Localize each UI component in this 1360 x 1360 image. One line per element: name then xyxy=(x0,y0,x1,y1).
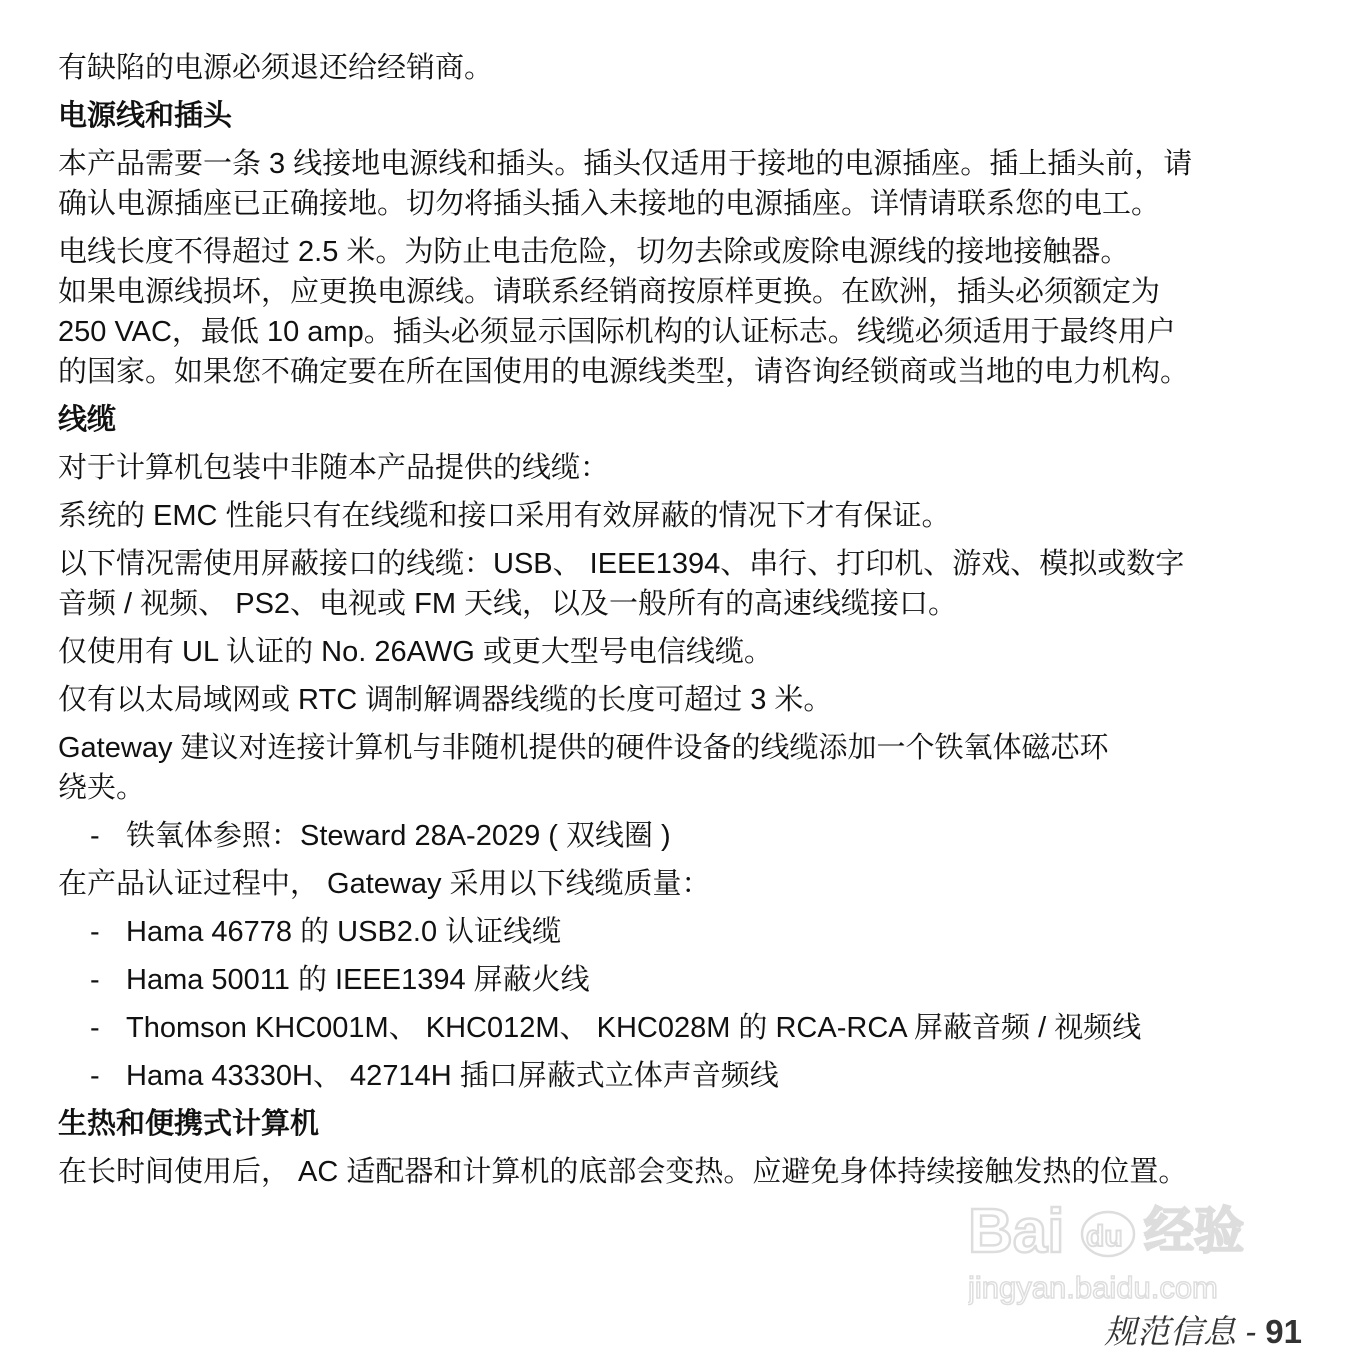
bullet-dash: - xyxy=(90,820,100,852)
paragraph-heat: 在长时间使用后， AC 适配器和计算机的底部会变热。应避免身体持续接触发热的位置。 xyxy=(58,1156,1188,1188)
paragraph-grounded-plug: 本产品需要一条 3 线接地电源线和插头。插头仅适用于接地的电源插座。插上插头前，请 确认电源插座已正确接地。切勿将插头插入未接地的电源插座。详情请联系您的电工。 xyxy=(58,148,1193,220)
list-item xyxy=(90,960,1308,1000)
list-item-text: Thomson KHC001M、 KHC012M、 KHC028M 的 RCA-RCA 屏蔽音频 / 视频线 xyxy=(126,1012,1142,1044)
watermark-url: jingyan.baidu.com xyxy=(968,1270,1218,1305)
paw-icon xyxy=(1082,1212,1134,1256)
heading-cables: 线缆 xyxy=(58,404,117,436)
baidu-watermark-logo xyxy=(968,1190,1288,1310)
paragraph-cables-intro: 对于计算机包装中非随本产品提供的线缆： xyxy=(58,452,610,484)
list-item xyxy=(90,1056,1308,1096)
paragraph-ferrite-core: Gateway 建议对连接计算机与非随机提供的硬件设备的线缆添加一个铁氧体磁芯环 绕夹。 xyxy=(58,732,1109,804)
list-item-text: Hama 43330H、 42714H 插口屏蔽式立体声音频线 xyxy=(126,1060,779,1092)
paragraph-cord-length: 电线长度不得超过 2.5 米。为防止电击危险，切勿去除或废除电源线的接地接触器。 xyxy=(58,236,1130,268)
watermark-paw-text: du xyxy=(1086,1220,1123,1253)
document-body xyxy=(58,48,1308,1192)
bullet-dash: - xyxy=(90,916,100,948)
footer-section-title: 规范信息 - xyxy=(1103,1313,1257,1350)
heading-power-cord: 电源线和插头 xyxy=(58,100,233,132)
list-item-text: 铁氧体参照：Steward 28A-2029 ( 双线圈 ) xyxy=(126,820,671,852)
list-item xyxy=(90,912,1308,952)
paragraph-lan-length: 仅有以太局域网或 RTC 调制解调器线缆的长度可超过 3 米。 xyxy=(58,684,833,716)
page-number: 91 xyxy=(1265,1313,1302,1350)
watermark-brand: Bai xyxy=(968,1197,1065,1266)
bullet-dash: - xyxy=(90,964,100,996)
paragraph-emc: 系统的 EMC 性能只有在线缆和接口采用有效屏蔽的情况下才有保证。 xyxy=(58,500,951,532)
list-item-ferrite xyxy=(90,816,1308,856)
paragraph-defective-power: 有缺陷的电源必须退还给经销商。 xyxy=(58,52,494,84)
list-item xyxy=(90,1008,1308,1048)
heading-heat: 生热和便携式计算机 xyxy=(58,1108,320,1140)
paragraph-ul-cable: 仅使用有 UL 认证的 No. 26AWG 或更大型号电信线缆。 xyxy=(58,636,773,668)
list-item-text: Hama 50011 的 IEEE1394 屏蔽火线 xyxy=(126,964,590,996)
paragraph-cable-quality: 在产品认证过程中， Gateway 采用以下线缆质量： xyxy=(58,868,711,900)
paragraph-shielded-cables: 以下情况需使用屏蔽接口的线缆：USB、 IEEE1394、串行、打印机、游戏、模拟或数字 音频 / 视频、 PS2、电视或 FM 天线，以及一般所有的高速线缆接口。 xyxy=(58,548,1185,620)
bullet-dash: - xyxy=(90,1012,100,1044)
list-item-text: Hama 46778 的 USB2.0 认证线缆 xyxy=(126,916,562,948)
watermark-product: 经验 xyxy=(1144,1202,1244,1260)
page-footer xyxy=(1104,1312,1302,1352)
bullet-dash: - xyxy=(90,1060,100,1092)
paragraph-damaged-cord: 如果电源线损坏，应更换电源线。请联系经销商按原样更换。在欧洲，插头必须额定为 250 VAC，最低 10 amp。插头必须显示国际机构的认证标志。线缆必须适用于最终用户 的国家。如果您不确定要在所在国使用的电源线类型，请咨询经锁商或当地的电力机构。 xyxy=(58,276,1190,388)
